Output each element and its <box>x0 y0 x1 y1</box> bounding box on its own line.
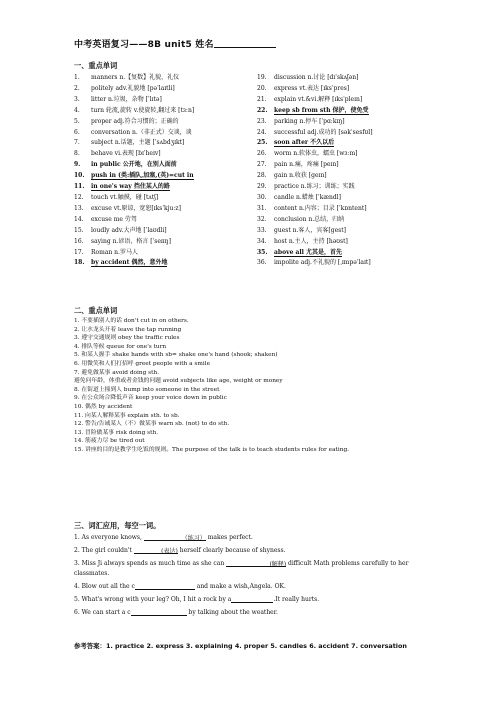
vocab-text: above all 尤其是，首先 <box>274 248 343 256</box>
vocab-text: worm n.软体虫，蠕虫 [wɜːm] <box>274 150 358 158</box>
section-heading-application: 三、词汇应用，每空一词。 <box>74 521 161 530</box>
vocab-text: proper adj.符合习惯的；正确的 <box>91 117 179 125</box>
phrase-item: 8. 在街道上撞到人 bump into someone in the street <box>74 386 220 393</box>
hint-text: (表达) <box>161 548 178 556</box>
vocab-text: loudly adv.大声地 [ˈlaʊdli] <box>91 226 167 234</box>
vocab-number: 17. <box>74 248 84 256</box>
vocab-text: subject n.话题，主题 [ˈsʌbdʒɪkt] <box>91 139 185 147</box>
phrase-item: 15. 讲座的目的是教学生吃饭的规则。The purpose of the talk is to teach students rules for eating. <box>74 446 350 453</box>
vocab-number: 19. <box>257 74 267 81</box>
exercise-text: 6. We can start a c <box>74 609 131 617</box>
exercise-item <box>74 533 444 542</box>
vocab-text: content n.内容；目录 [ˈkɒntent] <box>274 204 367 212</box>
vocab-number: 28. <box>257 172 267 180</box>
vocab-number: 32. <box>257 215 267 223</box>
phrase-item: 9. 在公众场合降低声音 keep your voice down in public <box>74 395 227 402</box>
phrase-item: 14. 筋疲力尽 be tired out <box>74 438 145 445</box>
vocab-number: 21. <box>257 95 267 103</box>
vocab-number: 2. <box>74 84 80 92</box>
vocab-number: 10. <box>74 172 85 180</box>
phrase-item: 13. 冒险做某事 risk doing sth. <box>74 429 159 436</box>
vocab-item <box>74 226 254 237</box>
answer-blank[interactable] <box>134 547 178 554</box>
vocab-number: 14. <box>74 215 84 223</box>
vocab-text: express vt.表达 [ɪksˈpres] <box>274 84 350 92</box>
phrase-item: 12. 警告/告诫某人（不）做某事 warn sb. (not) to do sth. <box>74 421 230 428</box>
phrase-item: 7. 避免做某事 avoid doing sth. <box>74 369 160 376</box>
vocab-text: gain n.收获 [geɪn] <box>274 172 327 180</box>
vocab-text: push in (类:插队,加塞,(英)=cut in <box>91 172 194 180</box>
vocab-item <box>74 237 254 248</box>
exercise-text: .It really hurts. <box>273 596 320 604</box>
vocab-item <box>74 171 254 182</box>
vocab-number: 23. <box>257 117 267 125</box>
vocab-item <box>257 149 437 160</box>
vocab-text: guest n.客人，宾客[gest] <box>274 226 346 234</box>
vocab-item <box>257 160 437 171</box>
vocab-item <box>257 138 437 149</box>
vocab-number: 3. <box>74 95 80 103</box>
answer-blank[interactable] <box>135 583 195 590</box>
vocab-item <box>74 73 254 84</box>
exercise-text: difficult Math problems carefully to her classmates. <box>74 560 409 577</box>
vocab-item <box>74 128 254 139</box>
vocab-text: saying n.谚语，格言 [ˈseɪɪŋ] <box>91 237 171 245</box>
vocab-item <box>74 95 254 106</box>
phrase-item: 2. 让水龙头开着 leave the tap running <box>74 326 182 333</box>
name-blank <box>214 39 276 48</box>
phrase-item: 避免问年龄，体重或者金钱的问题 avoid subjects like age, weight or money <box>74 378 283 385</box>
vocab-number: 8. <box>74 150 80 158</box>
vocab-number: 29. <box>257 183 267 191</box>
vocab-number: 35. <box>257 248 268 256</box>
answer-key: 参考答案：1. practice 2. express 3. explaining 4. proper 5. candles 6. accident 7. conversation <box>74 642 407 650</box>
title-text: 中考英语复习——8B unit5 姓名 <box>74 40 214 50</box>
vocab-text: manners n.【复数】礼貌，礼仪 <box>91 74 180 81</box>
vocab-text: candle n.蜡烛 [ˈkændl] <box>274 193 341 201</box>
vocab-list-right <box>257 73 437 269</box>
vocab-item <box>74 149 254 160</box>
vocab-number: 6. <box>74 128 80 136</box>
section-heading-words: 一、重点单词 <box>74 61 118 70</box>
vocab-number: 20. <box>257 84 267 92</box>
vocab-number: 30. <box>257 193 267 201</box>
vocab-item <box>74 117 254 128</box>
phrase-item: 6. 用微笑和人们打招呼 greet people with a smile <box>74 360 211 367</box>
exercise-text: by talking about the weather. <box>186 609 278 617</box>
phrase-item: 11. 向某人解释某事 explain sth. to sb. <box>74 412 180 419</box>
vocab-number: 33. <box>257 226 267 234</box>
vocab-item <box>74 84 254 95</box>
vocab-item <box>257 248 437 259</box>
worksheet-title <box>74 37 276 50</box>
vocab-text: by accident 偶然，意外地 <box>91 259 168 267</box>
vocab-text: in one's way 挡住某人的路 <box>91 183 170 191</box>
vocab-item <box>257 182 437 193</box>
vocab-text: keep sb from sth 保护，使免受 <box>274 106 369 114</box>
vocab-number: 5. <box>74 117 80 125</box>
vocab-text: conclusion n.总结，归纳 <box>274 215 345 223</box>
vocab-number: 15. <box>74 226 84 234</box>
vocab-text: excuse vt.原谅，宽恕[ɪksˈkjuːz] <box>91 204 181 212</box>
vocab-number: 7. <box>74 139 80 147</box>
exercise-text: 4. Blow out all the c <box>74 582 135 590</box>
vocab-text: host n.主人，主持 [həʊst] <box>274 237 348 245</box>
answer-blank[interactable] <box>131 609 187 616</box>
vocab-text: touch vt.触摸，碰 [tʌtʃ] <box>91 193 159 201</box>
phrase-item: 4. 排队等候 queue for one's turn <box>74 343 167 350</box>
section-heading-phrases: 二、重点单词 <box>74 306 118 315</box>
vocab-item <box>74 258 254 269</box>
exercise-text: and make a wish,Angela. OK. <box>194 582 286 590</box>
vocab-number: 18. <box>74 259 85 267</box>
phrase-item: 5. 和某人握手 shake hands with sb= shake one's hand (shook; shaken) <box>74 352 278 359</box>
answer-blank[interactable] <box>226 560 286 567</box>
exercise-item <box>74 608 444 617</box>
phrase-list <box>74 317 434 455</box>
vocab-text: pain n.痛，疼痛 [peɪn] <box>274 161 339 169</box>
exercise-item <box>74 546 444 555</box>
vocab-text: soon after 不久以后 <box>274 139 335 147</box>
vocab-number: 34. <box>257 237 267 245</box>
vocab-text: explain vt.&vi.解释 [ɪksˈpleɪn] <box>274 95 363 103</box>
vocab-list-left <box>74 73 254 269</box>
exercise-text: makes perfect. <box>205 534 253 541</box>
vocab-number: 31. <box>257 204 267 212</box>
vocab-number: 26. <box>257 150 267 158</box>
vocab-text: successful adj.成功的 [səkˈsesfʊl] <box>274 128 373 136</box>
vocab-number: 1. <box>74 74 80 81</box>
vocab-text: Roman n.罗马人 <box>91 248 138 256</box>
vocab-item <box>74 193 254 204</box>
exercise-list <box>74 533 444 621</box>
vocab-number: 24. <box>257 128 267 136</box>
hint-text: (解释) <box>269 561 287 569</box>
vocab-item <box>257 215 437 226</box>
vocab-text: litter n.垃圾，杂物 [ˈlɪtə] <box>91 95 162 103</box>
vocab-number: 25. <box>257 139 268 147</box>
vocab-text: turn 轮流,旋转 v.使旋转,翻过来 [tɜːn] <box>91 106 195 114</box>
vocab-text: impolite adj.不礼貌的 [ˌɪmpəˈlaɪt] <box>274 259 371 267</box>
vocab-item <box>74 138 254 149</box>
answer-blank[interactable] <box>231 596 273 603</box>
phrase-item: 1. 不要插别人的话 don't cut in on others. <box>74 318 189 324</box>
vocab-item <box>74 106 254 117</box>
vocab-text: behave vi.表现 [bɪˈheɪv] <box>91 150 161 158</box>
answer-blank[interactable] <box>144 534 206 541</box>
vocab-item <box>257 117 437 128</box>
vocab-number: 27. <box>257 161 267 169</box>
vocab-item <box>257 193 437 204</box>
exercise-item <box>74 559 444 577</box>
exercise-text: 2. The girl couldn't <box>74 547 134 555</box>
vocab-text: in public 公开地，在别人面前 <box>91 161 177 169</box>
vocab-text: politely adv.礼貌地 [pəˈlaɪtli] <box>91 84 175 92</box>
vocab-text: conversation n.（非正式）交谈，谈 <box>91 128 192 136</box>
vocab-item <box>74 182 254 193</box>
vocab-number: 16. <box>74 237 84 245</box>
exercise-text: 5. What's wrong with your leg? Oh, I hit a rock by a <box>74 596 232 604</box>
vocab-item <box>257 128 437 139</box>
vocab-item <box>257 237 437 248</box>
exercise-text: 1. As everyone knows, <box>74 534 144 541</box>
vocab-number: 9. <box>74 161 81 169</box>
vocab-item <box>257 84 437 95</box>
vocab-number: 22. <box>257 106 268 114</box>
vocab-number: 13. <box>74 204 84 212</box>
vocab-text: parking n.停车 [ˈpɑːkɪŋ] <box>274 117 345 125</box>
phrase-item: 3. 遵守交通规则 obey the traffic rules <box>74 335 180 342</box>
vocab-item <box>74 204 254 215</box>
exercise-item <box>74 595 444 604</box>
vocab-item <box>257 106 437 117</box>
exercise-text: herself clearly because of shyness. <box>177 547 286 555</box>
phrase-item: 10. 偶然 by accident <box>74 403 133 410</box>
vocab-item <box>257 204 437 215</box>
vocab-item <box>257 258 437 269</box>
vocab-text: excuse me 劳驾 <box>91 215 137 223</box>
vocab-number: 4. <box>74 106 80 114</box>
vocab-item <box>74 215 254 226</box>
vocab-item <box>74 248 254 259</box>
vocab-item <box>74 160 254 171</box>
vocab-text: discussion n.讨论 [dɪˈskʌʃən] <box>274 74 359 81</box>
vocab-text: practice n.练习；训练；实践 <box>274 183 355 191</box>
exercise-item <box>74 582 444 591</box>
vocab-item <box>257 171 437 182</box>
exercise-text: 3. Miss Ji always spends as much time as she can <box>74 560 227 568</box>
vocab-item <box>257 95 437 106</box>
vocab-item <box>257 226 437 237</box>
vocab-number: 12. <box>74 193 84 201</box>
vocab-item <box>257 73 437 84</box>
hint-text: （练习） <box>181 535 206 542</box>
vocab-number: 36. <box>257 259 267 267</box>
vocab-number: 11. <box>74 183 85 191</box>
